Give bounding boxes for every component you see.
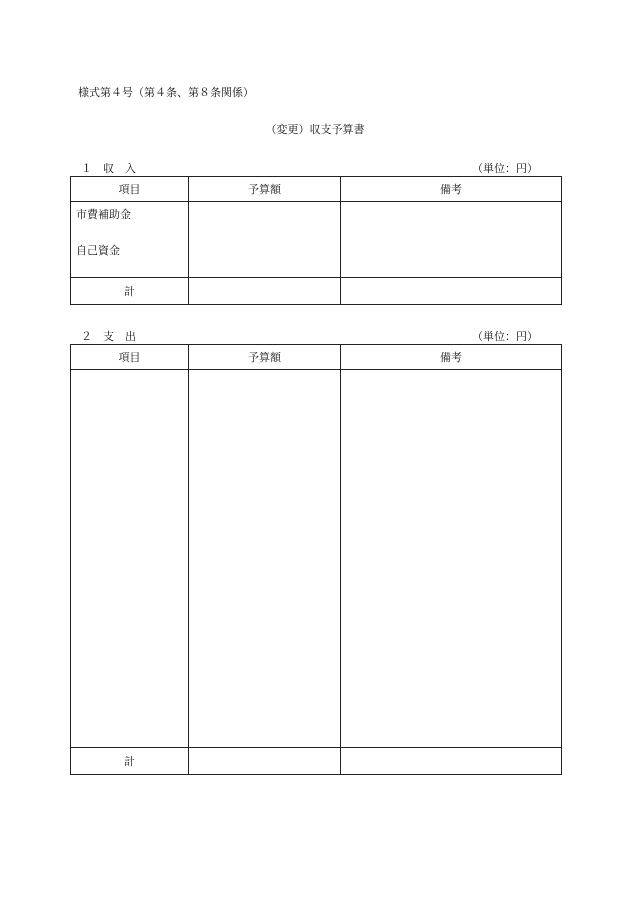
income-table [70,176,562,305]
expense-total-label: 計 [71,748,189,775]
income-items-cell [71,202,189,278]
income-remarks-cell[interactable] [341,202,562,278]
expense-total-remarks-cell[interactable] [341,748,562,775]
income-total-amount-cell[interactable] [189,278,341,305]
income-col-item: 項目 [71,177,189,202]
expense-body-row [71,370,562,748]
expense-total-row [71,748,562,775]
document-title: （変更）収支予算書 [265,123,365,136]
income-item: 自己資金 [76,244,120,257]
expense-col-remarks: 備考 [341,345,562,370]
expense-heading: ２ 支 出 [81,330,136,343]
income-col-amount: 予算額 [189,177,341,202]
form-number: 様式第４号（第４条、第８条関係） [78,86,254,99]
expense-total-amount-cell[interactable] [189,748,341,775]
expense-unit: （単位：円） [472,330,538,343]
expense-items-cell[interactable] [71,370,189,748]
income-item: 市費補助金 [76,208,131,221]
income-total-label: 計 [71,278,189,305]
expense-header-row [71,345,562,370]
income-heading: １ 収 入 [81,162,136,175]
income-unit: （単位：円） [472,162,538,175]
expense-remarks-cell[interactable] [341,370,562,748]
income-body-row [71,202,562,278]
expense-amount-cell[interactable] [189,370,341,748]
income-total-remarks-cell[interactable] [341,278,562,305]
income-header-row [71,177,562,202]
expense-table [70,344,562,775]
expense-col-item: 項目 [71,345,189,370]
income-col-remarks: 備考 [341,177,562,202]
expense-col-amount: 予算額 [189,345,341,370]
income-amount-cell[interactable] [189,202,341,278]
income-total-row [71,278,562,305]
